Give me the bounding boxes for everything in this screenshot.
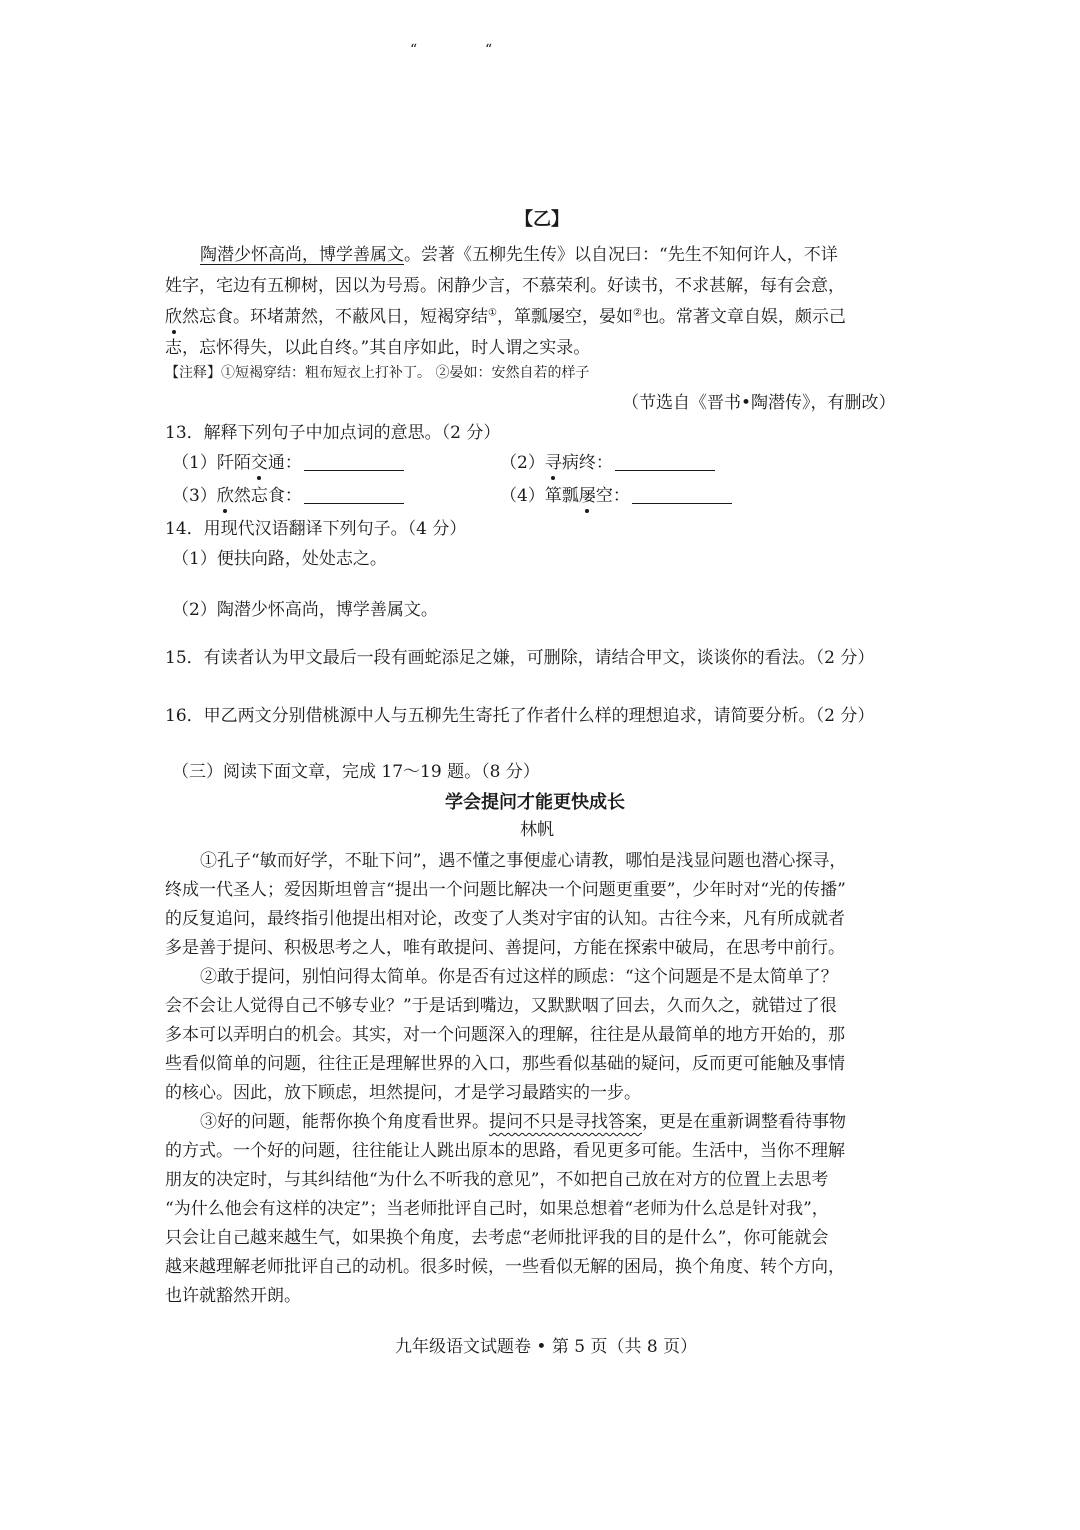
p2-line-2: 会不会让人觉得自己不够专业？”于是话到嘴边，又默默咽了回去，久而久之，就错过了很 [165, 996, 837, 1016]
page-footer: 九年级语文试题卷 • 第 5 页（共 8 页） [395, 1337, 698, 1357]
answer-blank[interactable] [304, 485, 404, 504]
dotted-char: 欣 [165, 302, 182, 327]
p2-line-4: 些看似简单的问题，往往正是理解世界的入口，那些看似基础的疑问，反而更可能触及事情 [165, 1054, 845, 1074]
p3-line-7: 也许就豁然开朗。 [165, 1286, 301, 1306]
q13-item-2: （2）寻病终： [500, 448, 715, 473]
q14-title: 14．用现代汉语翻译下列句子。（4 分） [165, 519, 467, 539]
yi-line-2: 姓字，宅边有五柳树，因以为号焉。闲静少言，不慕荣利。好读书，不求甚解，每有会意， [165, 276, 845, 296]
dotted-char: 屡 [579, 481, 596, 506]
q14-sentence-2: （2）陶潜少怀高尚，博学善属文。 [172, 600, 438, 620]
answer-blank[interactable] [615, 452, 715, 471]
yi-source: （节选自《晋书•陶潜传》，有删改） [622, 393, 896, 413]
p1-line-2: 终成一代圣人；爱因斯坦曾言“提出一个问题比解决一个问题更重要”，少年时对“光的传播” [165, 880, 846, 900]
p3-line-1: ③好的问题，能帮你换个角度看世界。提问不只是寻找答案，更是在重新调整看待事物 [200, 1112, 846, 1132]
top-mark-right: “ [485, 42, 493, 58]
q13-item-4: （4）箪瓢屡空： [500, 481, 732, 506]
yi-heading: 【乙】 [515, 209, 569, 230]
q13-item-3: （3）欣然忘食： [172, 481, 404, 506]
dotted-char: 寻 [545, 448, 562, 473]
q15: 15．有读者认为甲文最后一段有画蛇添足之嫌，可删除，请结合甲文，谈谈你的看法。（2 分） [165, 648, 875, 668]
answer-blank[interactable] [304, 452, 404, 471]
wavy-underline-phrase: 提问不只是寻找答案 [489, 1112, 642, 1132]
section3-intro: （三）阅读下面文章，完成 17～19 题。（8 分） [172, 762, 540, 782]
note-ref-1: ① [488, 307, 497, 319]
top-mark-left: “ [410, 42, 418, 58]
article-author: 林帆 [520, 820, 554, 840]
dotted-char: 欣 [217, 481, 234, 506]
p1-line-3: 的反复追问，最终指引他提出相对论，改变了人类对宇宙的认知。古往今来，凡有所成就者 [165, 909, 845, 929]
note-ref-2: ② [632, 307, 642, 319]
q14-sentence-1: （1）便扶向路，处处志之。 [172, 549, 387, 569]
yi-notes: 【注释】①短褐穿结：粗布短衣上打补丁。 ②晏如：安然自若的样子 [165, 365, 590, 381]
p1-line-4: 多是善于提问、积极思考之人，唯有敢提问、善提问，方能在探索中破局，在思考中前行。 [165, 938, 845, 958]
q13-item-1: （1）阡陌交通： [172, 448, 404, 473]
p2-line-1: ②敢于提问，别怕问得太简单。你是否有过这样的顾虑：“这个问题是不是太简单了？ [200, 967, 838, 987]
yi-line-4: 志，忘怀得失，以此自终。”其自序如此，时人谓之实录。 [165, 338, 591, 358]
q13-title: 13．解释下列句子中加点词的意思。（2 分） [165, 423, 501, 443]
p2-line-5: 的核心。因此，放下顾虑，坦然提问，才是学习最踏实的一步。 [165, 1083, 641, 1103]
yi-line-1: 陶潜少怀高尚，博学善属文。尝著《五柳先生传》以自况曰：“先生不知何许人，不详 [200, 245, 838, 265]
q16: 16．甲乙两文分别借桃源中人与五柳先生寄托了作者什么样的理想追求，请简要分析。（2 分） [165, 706, 875, 726]
yi-line-3: 欣然忘食。环堵萧然，不蔽风日，短褐穿结①，箪瓢屡空，晏如②也。常著文章自娱，颇示己 [165, 302, 846, 327]
p3-line-4: “为什么他会有这样的决定”；当老师批评自己时，如果总想着“老师为什么总是针对我”， [165, 1199, 829, 1219]
answer-blank[interactable] [632, 485, 732, 504]
p2-line-3: 多本可以弄明白的机会。其实，对一个问题深入的理解，往往是从最简单的地方开始的，那 [165, 1025, 845, 1045]
p3-line-5: 只会让自己越来越生气，如果换个角度，去考虑“老师批评我的目的是什么”，你可能就会 [165, 1228, 829, 1248]
p3-line-3: 朋友的决定时，与其纠结他“为什么不听我的意见”，不如把自己放在对方的位置上去思考 [165, 1170, 829, 1190]
p3-line-2: 的方式。一个好的问题，往往能让人跳出原本的思路，看见更多可能。生活中，当你不理解 [165, 1141, 845, 1161]
p3-line-6: 越来越理解老师批评自己的动机。很多时候，一些看似无解的困局，换个角度、转个方向， [165, 1257, 845, 1277]
article-title: 学会提问才能更快成长 [445, 792, 625, 813]
p1-line-1: ①孔子“敏而好学，不耻下问”，遇不懂之事便虚心请教，哪怕是浅显问题也潜心探寻， [200, 851, 847, 871]
dotted-char: 交 [251, 448, 268, 473]
underlined-sentence: 陶潜少怀高尚，博学善属文 [200, 245, 404, 265]
